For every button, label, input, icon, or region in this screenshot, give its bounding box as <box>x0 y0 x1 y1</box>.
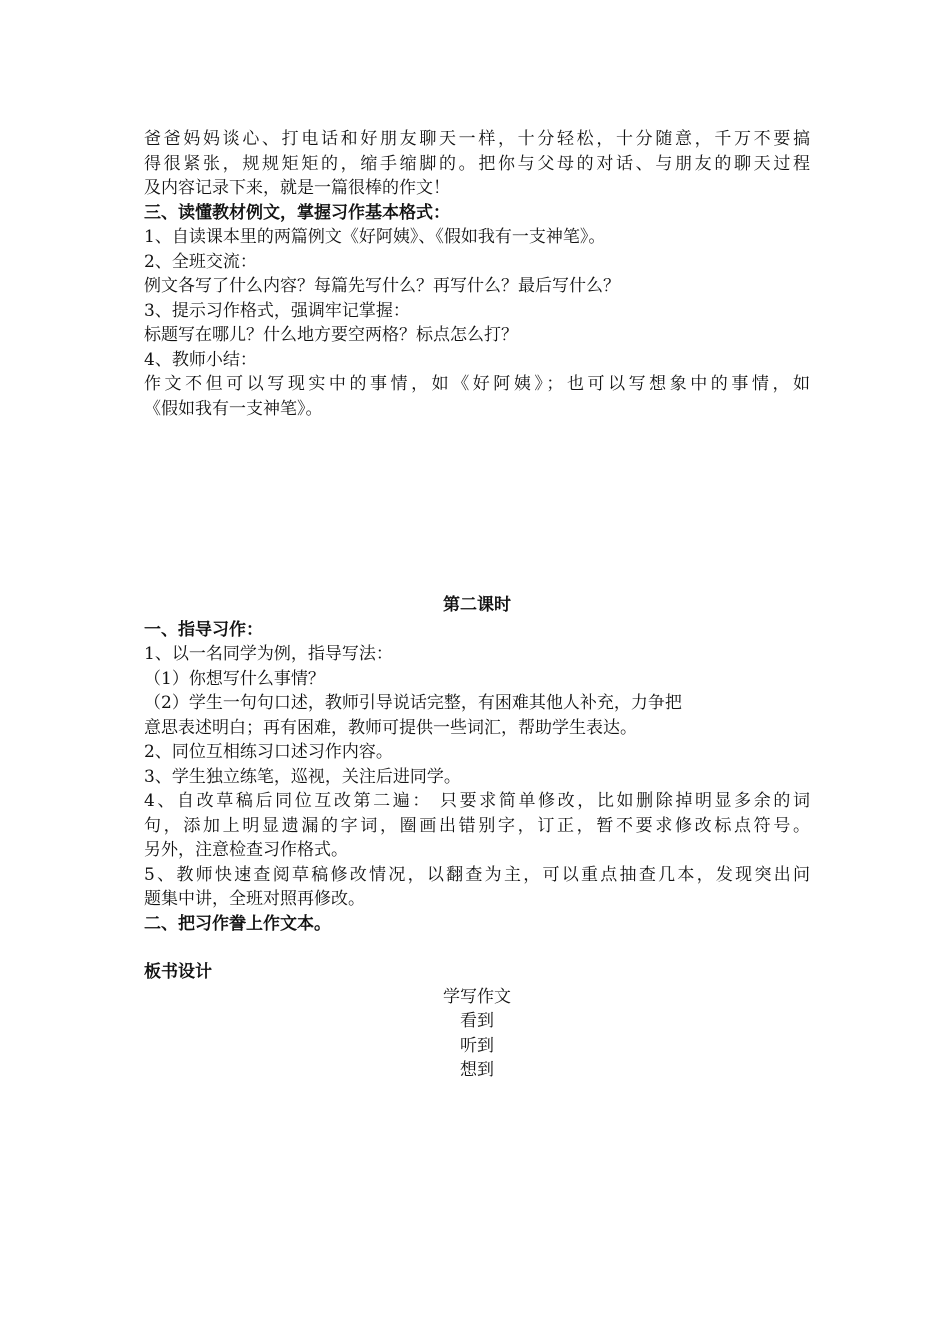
guide-item-3: 3、学生独立练笔，巡视，关注后进同学。 <box>144 766 461 787</box>
list-item-4-line-2: 《假如我有一支神笔》。 <box>144 398 323 419</box>
guide-sub-2-line-2: 意思表述明白；再有困难，教师可提供一些词汇，帮助学生表达。 <box>144 717 637 738</box>
guide-sub-2-line-1: （2）学生一句句口述，教师引导说话完整，有困难其他人补充，力争把 <box>144 693 682 713</box>
section-heading-3: 三、读懂教材例文，掌握习作基本格式： <box>144 202 450 223</box>
guide-item-4-line-3: 另外，注意检查习作格式。 <box>144 840 348 860</box>
list-item-2-detail: 例文各写了什么内容？每篇先写什么？再写什么？最后写什么？ <box>144 276 620 296</box>
document-page <box>144 127 810 1083</box>
para1-line-3: 及内容记录下来，就是一篇很棒的作文！ <box>144 178 450 198</box>
guide-sub-1: （1）你想写什么事情？ <box>144 668 325 689</box>
list-item-2: 2、全班交流： <box>144 251 257 272</box>
board-line-2: 看到 <box>460 1011 494 1031</box>
board-line-1: 学写作文 <box>443 986 511 1007</box>
list-item-1: 1、自读课本里的两篇例文《好阿姨》、《假如我有一支神笔》。 <box>144 227 606 247</box>
guide-item-4-line-2: 句，添加上明显遗漏的字词，圈画出错别字，订正，暂不要求修改标点符号。 <box>144 815 810 836</box>
spacer <box>144 421 810 593</box>
list-item-4-line-1: 作文不但可以写现实中的事情，如《好阿姨》；也可以写想象中的事情，如 <box>144 374 810 394</box>
guide-item-5-line-2: 题集中讲，全班对照再修改。 <box>144 889 365 909</box>
guide-item-2: 2、同位互相练习口述习作内容。 <box>144 742 393 762</box>
board-line-4: 想到 <box>460 1060 494 1080</box>
list-item-3-detail: 标题写在哪儿？什么地方要空两格？标点怎么打？ <box>144 325 518 345</box>
list-item-3: 3、提示习作格式，强调牢记掌握： <box>144 300 410 321</box>
lesson-title: 第二课时 <box>443 595 511 615</box>
board-heading: 板书设计 <box>144 962 212 982</box>
section-heading-1: 一、指导习作： <box>144 619 263 640</box>
para1-line-1: 爸爸妈妈谈心、打电话和好朋友聊天一样，十分轻松，十分随意，千万不要搞 <box>144 129 810 149</box>
guide-item-1: 1、以一名同学为例，指导写法： <box>144 644 393 664</box>
spacer <box>144 936 810 960</box>
guide-item-5-line-1: 5、教师快速查阅草稿修改情况，以翻查为主，可以重点抽查几本，发现突出问 <box>144 864 810 885</box>
guide-item-4-line-1: 4、自改草稿后同位互改第二遍： 只要求简单修改，比如删除掉明显多余的词 <box>144 791 810 811</box>
list-item-4: 4、教师小结： <box>144 349 257 370</box>
board-line-3: 听到 <box>460 1035 494 1056</box>
section-heading-2: 二、把习作誊上作文本。 <box>144 913 331 934</box>
para1-line-2: 得很紧张，规规矩矩的，缩手缩脚的。把你与父母的对话、与朋友的聊天过程 <box>144 153 810 174</box>
